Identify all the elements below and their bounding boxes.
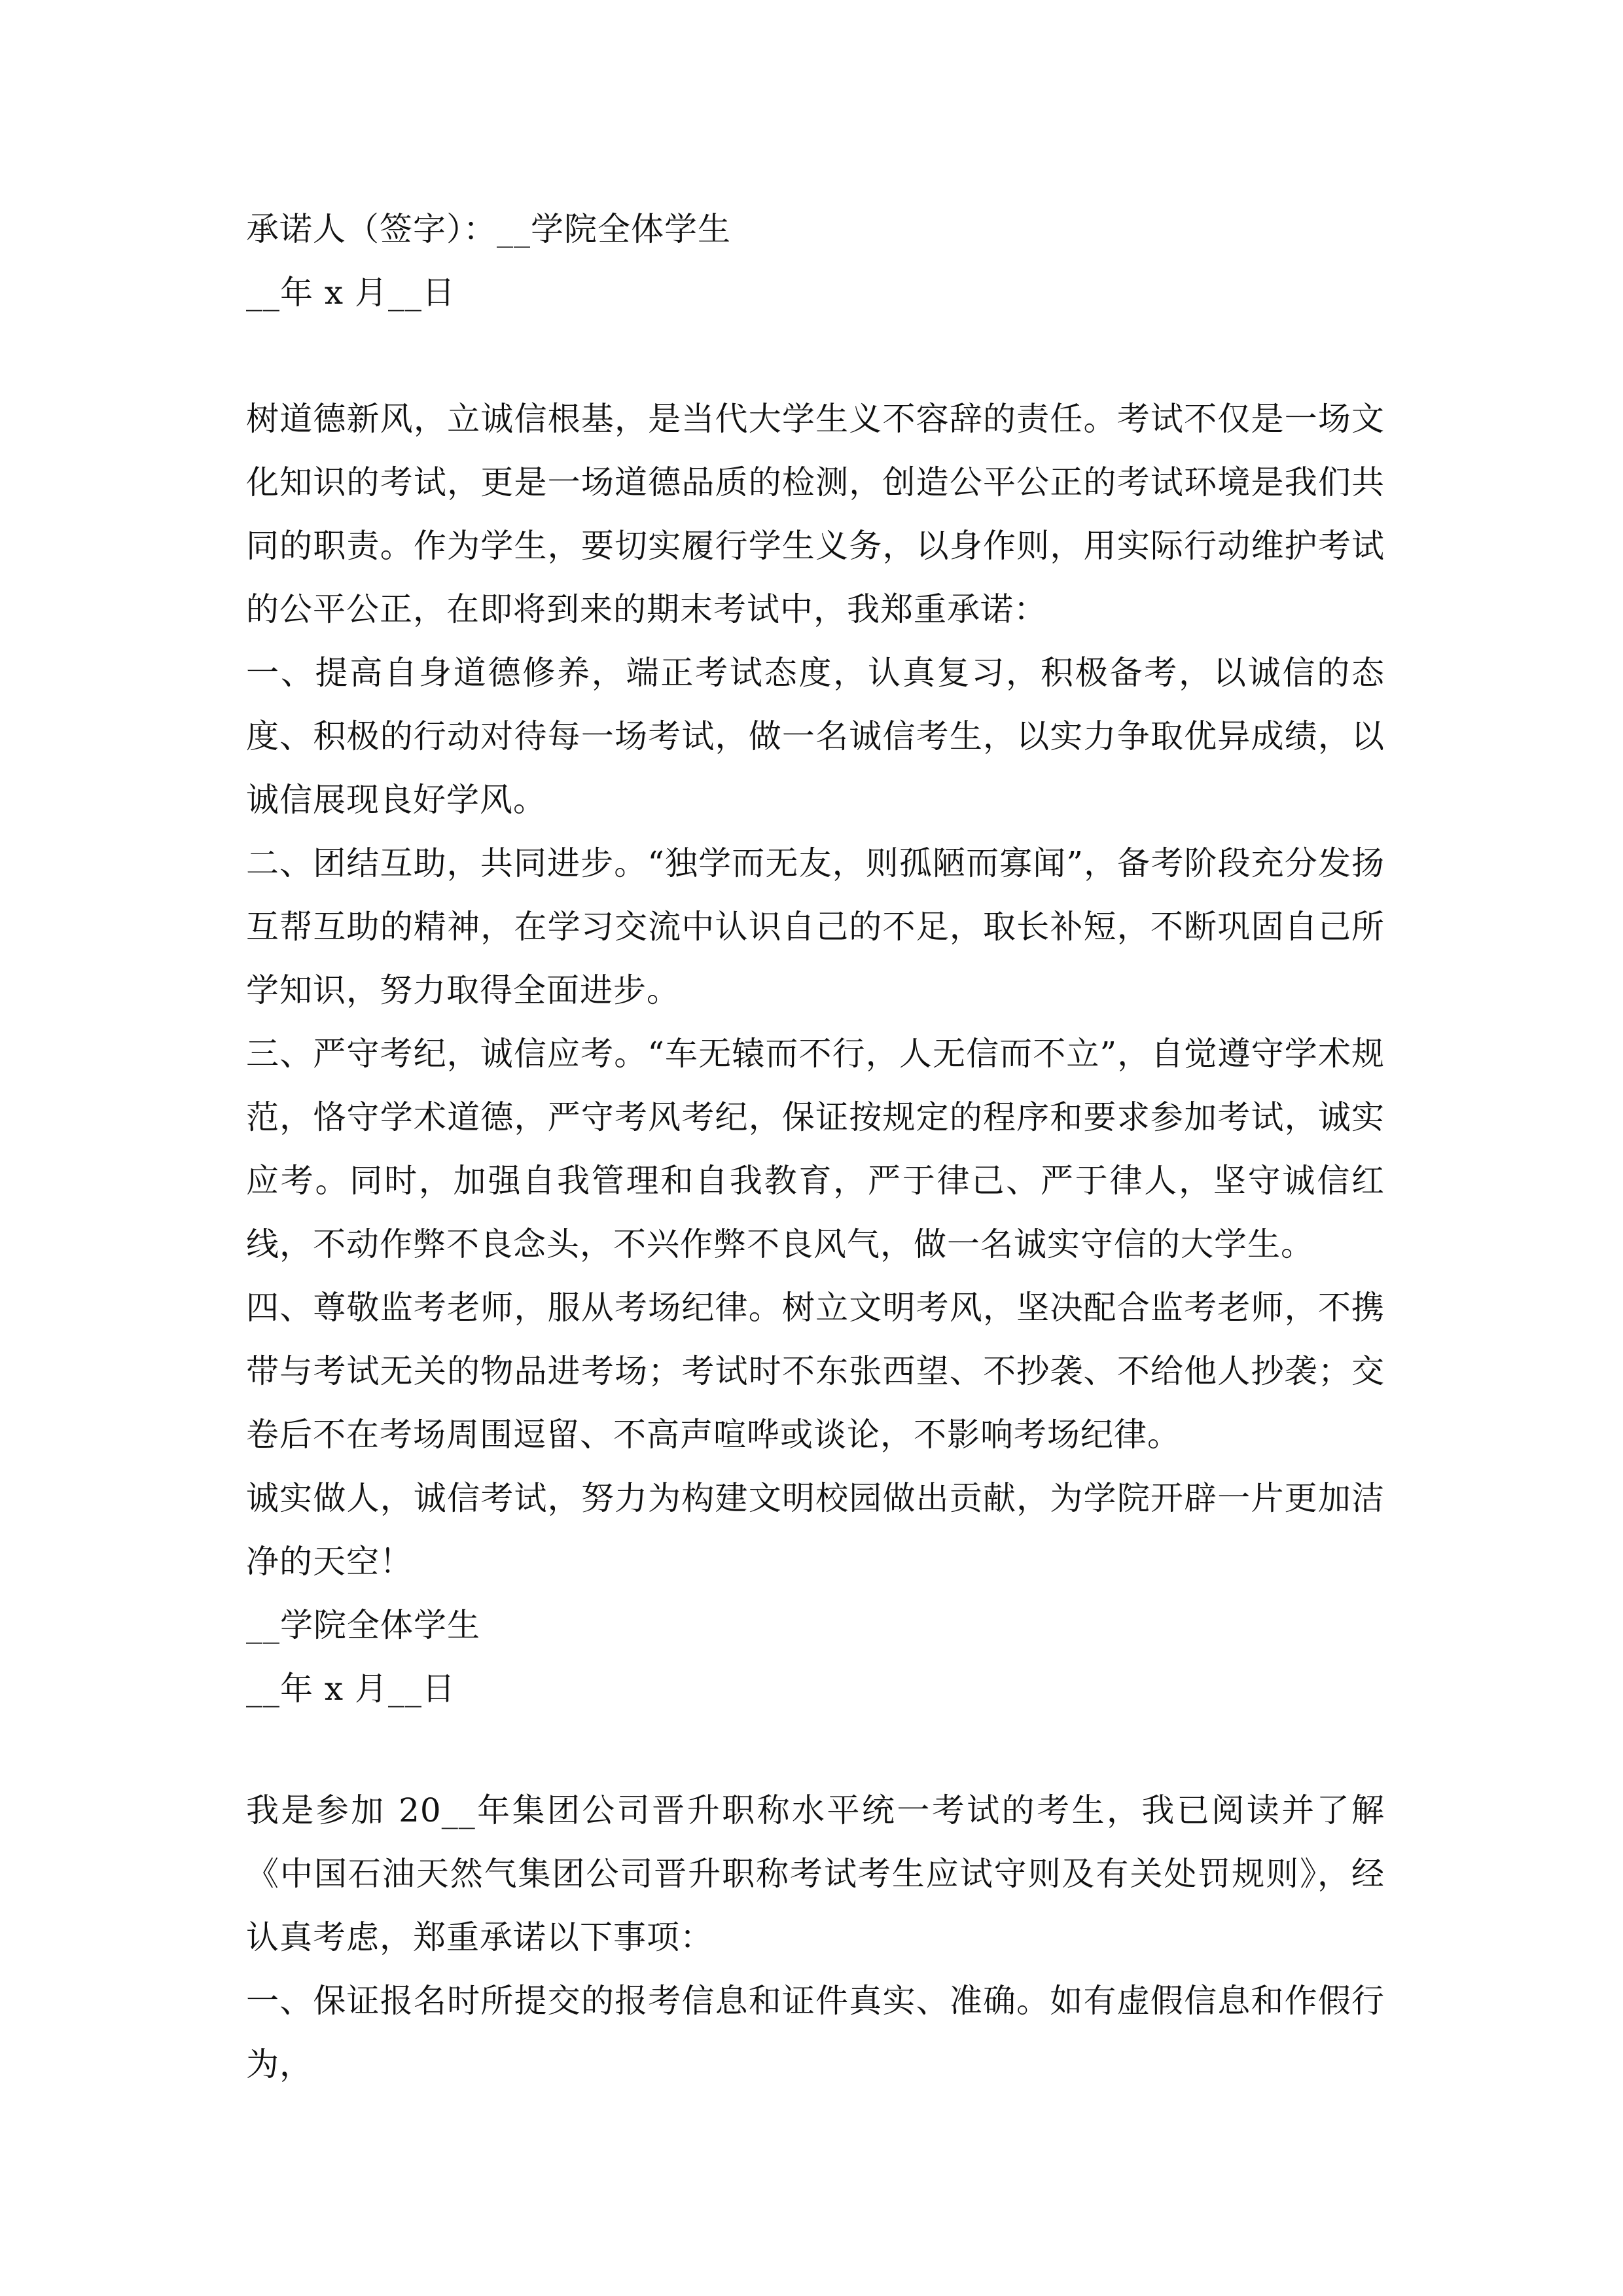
- pledge-signer: __学院全体学生: [246, 1606, 480, 1644]
- exam-pledge-intro: 我是参加 20__年集团公司晋升职称水平统一考试的考生，我已阅读并了解《中国石油天然气集团公司晋升职称考试考生应试守则及有关处罚规则》，经认真考虑，郑重承诺以下事项：: [246, 1791, 1385, 1956]
- pledge-section-student: [246, 387, 1385, 1721]
- pledge-item-4: 四、尊敬监考老师，服从考场纪律。树立文明考风，坚决配合监考老师，不携带与考试无关的物品进考场；考试时不东张西望、不抄袭、不给他人抄袭；交卷后不在考场周围逗留、不高声喧哗或谈论，不影响考场纪律。: [246, 1289, 1385, 1454]
- pledge-section-exam: [246, 1779, 1385, 2096]
- signature-block-1: [246, 198, 1385, 325]
- date-line: __年 x 月__日: [246, 274, 455, 312]
- pledge-item-1: 一、提高自身道德修养，端正考试态度，认真复习，积极备考，以诚信的态度、积极的行动对待每一场考试，做一名诚信考生，以实力争取优异成绩，以诚信展现良好学风。: [246, 654, 1385, 819]
- pledge-closing: 诚实做人，诚信考试，努力为构建文明校园做出贡献，为学院开辟一片更加洁净的天空！: [246, 1479, 1385, 1581]
- pledge-date-line: __年 x 月__日: [246, 1670, 455, 1708]
- pledge-intro: 树道德新风，立诚信根基，是当代大学生义不容辞的责任。考试不仅是一场文化知识的考试，更是一场道德品质的检测，创造公平公正的考试环境是我们共同的职责。作为学生，要切实履行学生义务，以身作则，用实际行动维护考试的公平公正，在即将到来的期末考试中，我郑重承诺：: [246, 400, 1385, 628]
- signer-line: 承诺人（签字）：__学院全体学生: [246, 210, 731, 248]
- exam-pledge-item-1: 一、保证报名时所提交的报考信息和证件真实、准确。如有虚假信息和作假行为，: [246, 1982, 1385, 2083]
- pledge-item-3: 三、严守考纪，诚信应考。“车无辕而不行，人无信而不立”，自觉遵守学术规范，恪守学术道德，严守考风考纪，保证按规定的程序和要求参加考试，诚实应考。同时，加强自我管理和自我教育，严于律己、严于律人，坚守诚信红线，不动作弊不良念头，不兴作弊不良风气，做一名诚实守信的大学生。: [246, 1035, 1385, 1263]
- pledge-item-2: 二、团结互助，共同进步。“独学而无友，则孤陋而寡闻”，备考阶段充分发扬互帮互助的精神，在学习交流中认识自己的不足，取长补短，不断巩固自己所学知识，努力取得全面进步。: [246, 844, 1385, 1009]
